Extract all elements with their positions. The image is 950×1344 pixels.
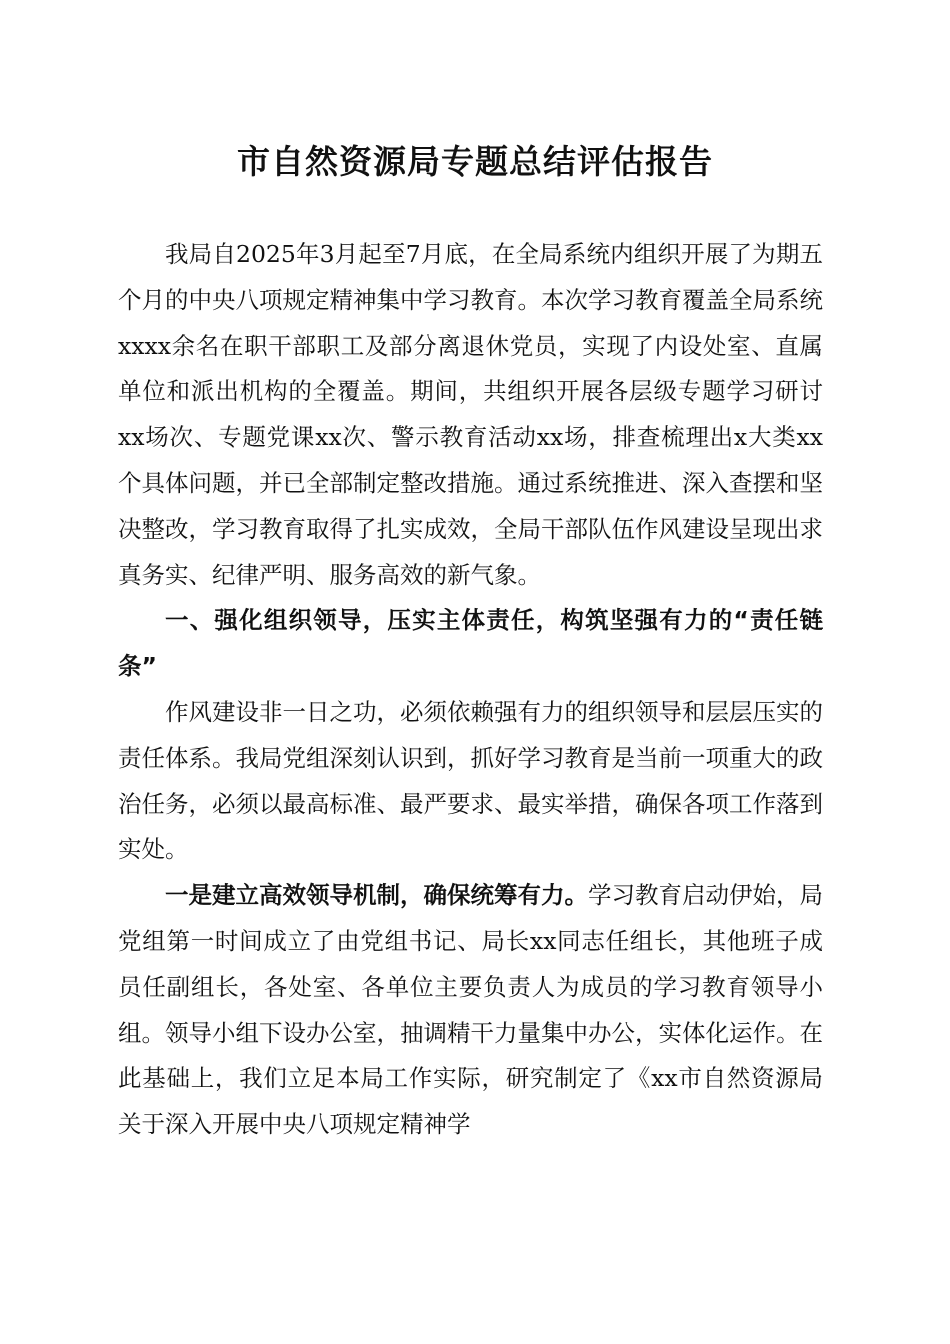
document-body [118, 232, 823, 1148]
document-title: 市自然资源局专题总结评估报告 [237, 142, 713, 181]
section-1-paragraph: 作风建设非一日之功，必须依赖强有力的组织领导和层层压实的责任体系。我局党组深刻认识到，抓好学习教育是当前一项重大的政治任务，必须以最高标准、最严要求、最实举措，确保各项工作落到实处。 [118, 697, 823, 864]
point-1-text: 学习教育启动伊始，局党组第一时间成立了由党组书记、局长xx同志任组长，其他班子成员任副组长，各处室、各单位主要负责人为成员的学习教育领导小组。领导小组下设办公室，抽调精干力量集中办公，实体化运作。在此基础上，我们立足本局工作实际，研究制定了《xx市自然资源局关于深入开展中央八项规定精神学 [118, 881, 823, 1139]
point-1-lead: 一是建立高效领导机制，确保统筹有力。 [165, 881, 588, 910]
section-1-point-1 [118, 873, 823, 1148]
intro-paragraph: 我局自2025年3月起至7月底，在全局系统内组织开展了为期五个月的中央八项规定精神集中学习教育。本次学习教育覆盖全局系统xxxx余名在职干部职工及部分离退休党员，实现了内设处室、直属单位和派出机构的全覆盖。期间，共组织开展各层级专题学习研讨xx场次、专题党课xx次、警示教育活动xx场，排查梳理出x大类xx个具体问题，并已全部制定整改措施。通过系统推进、深入查摆和坚决整改，学习教育取得了扎实成效，全局干部队伍作风建设呈现出求真务实、纪律严明、服务高效的新气象。 [118, 240, 823, 589]
section-1-heading: 一、强化组织领导，压实主体责任，构筑坚强有力的“责任链条” [118, 606, 823, 681]
